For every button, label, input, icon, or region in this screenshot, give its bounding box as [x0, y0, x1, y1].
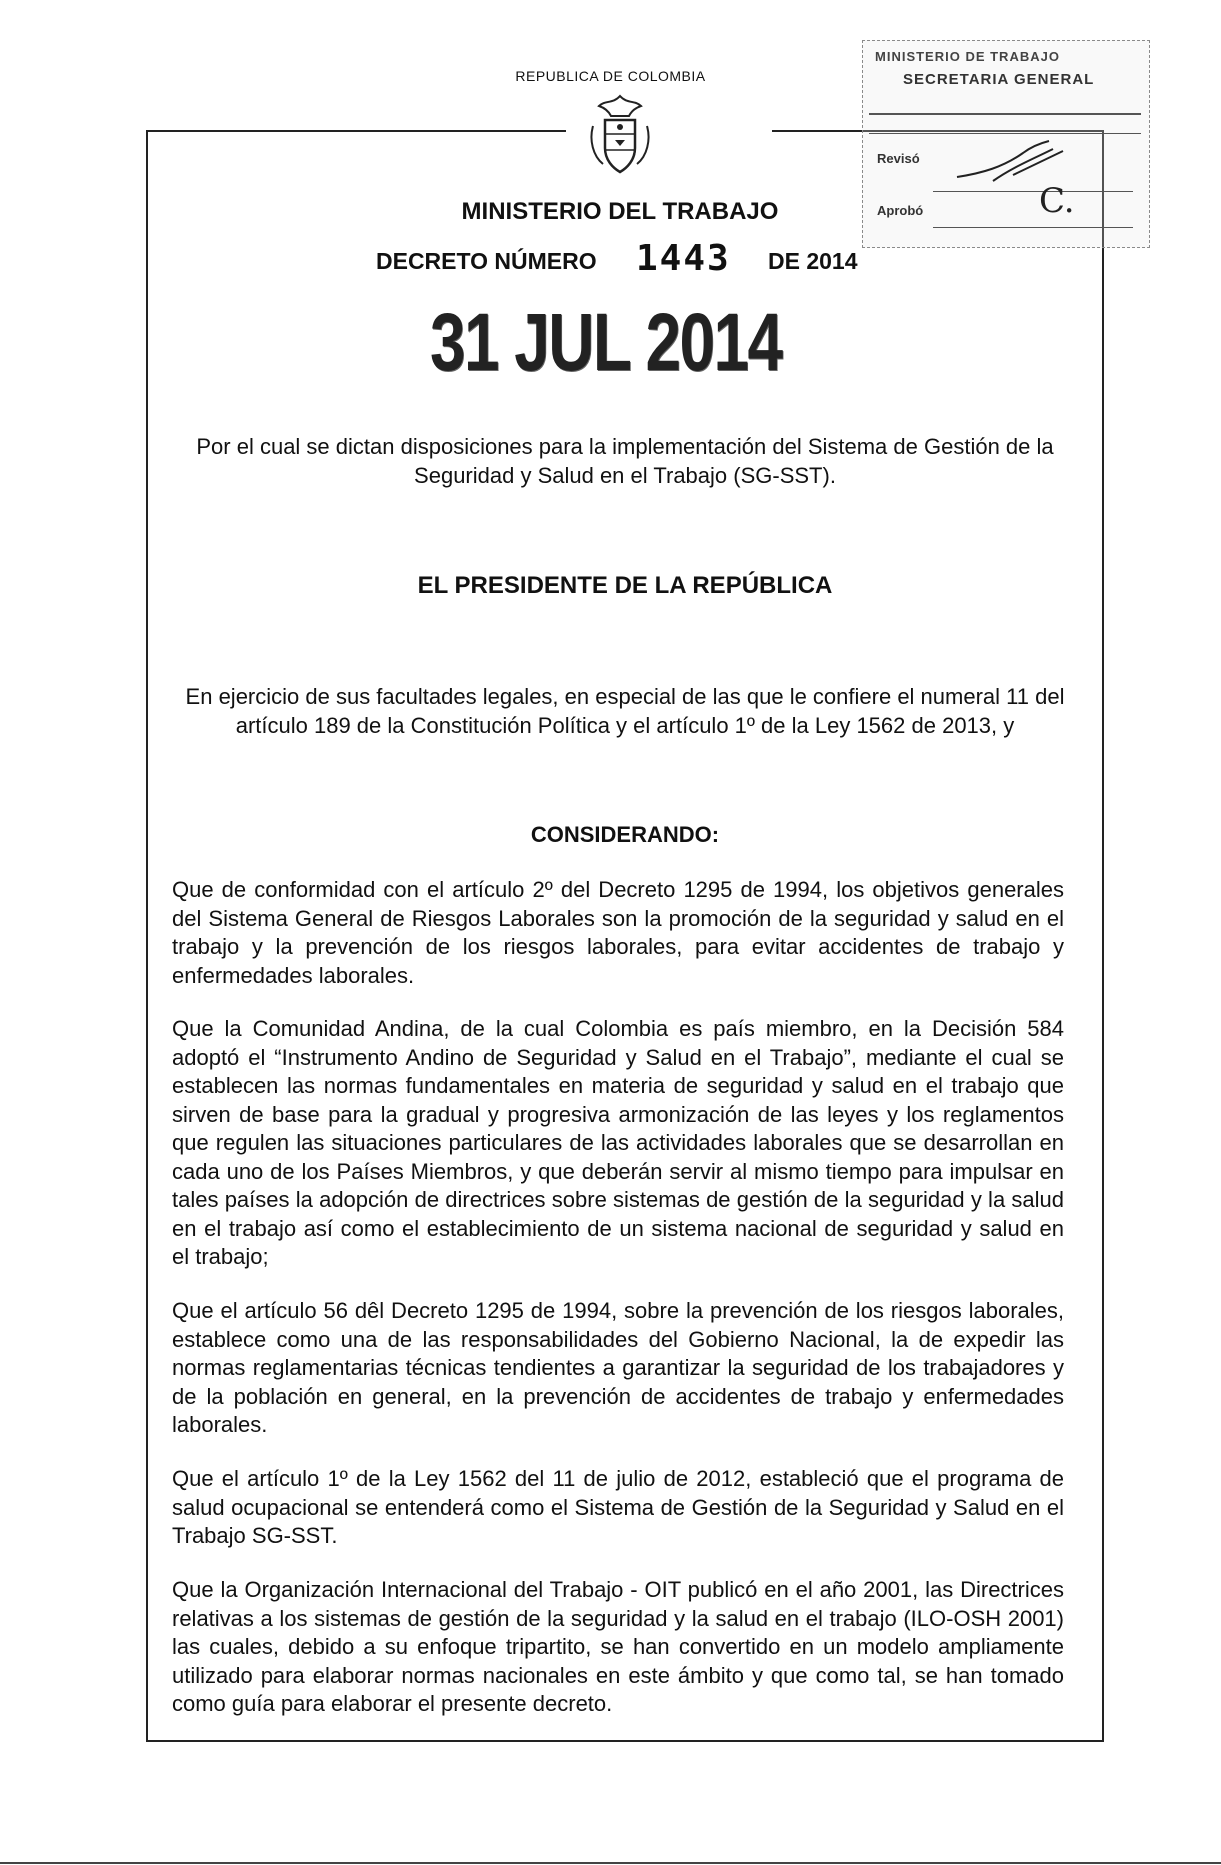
- date-stamp: 31 JUL 2014: [430, 297, 782, 388]
- considerando-paragraph: Que la Organización Internacional del Trabajo - OIT publicó en el año 2001, las Directrices relativas a los sistemas de gestión de la seguridad y la salud en el trabajo (ILO-OSH 2001) las cuales, debido a su enfoque tripartito, se han convertido en un modelo ampliamente utilizado para elaborar normas nacionales en este ámbito y que como tal, se han tomado como guía para elaborar el presente decreto.: [172, 1577, 1064, 1716]
- frame-left: [146, 130, 148, 1740]
- considerando-paragraph: Que el artículo 1º de la Ley 1562 del 11 de julio de 2012, estableció que el programa de salud ocupacional se entenderá como el Sistema de Gestión de la Seguridad y Salud en el Trabajo SG-SST.: [172, 1466, 1064, 1548]
- stamp-label-aprobo: Aprobó: [877, 203, 924, 218]
- stamp-line: [933, 191, 1133, 192]
- stamp-initial: C.: [1039, 181, 1075, 221]
- decree-subject: Por el cual se dictan disposiciones para la implementación del Sistema de Gestión de la Seguridad y Salud en el Trabajo (SG-SST).: [196, 434, 1054, 488]
- decree-year: DE 2014: [768, 248, 858, 274]
- considerando-paragraph: Que la Comunidad Andina, de la cual Colombia es país miembro, en la Decisión 584 adoptó el “Instrumento Andino de Seguridad y Salud en el Trabajo”, mediante el cual se establecen las normas fundamentales en materia de seguridad y salud en el trabajo que sirven de base para la gradual y progresiva armonización de las leyes y los reglamentos que regulen las situaciones particulares de las actividades laborales que se desarrollan en cada uno de los Países Miembros, y que deberán servir al mismo tiempo para impulsar en tales países la adopción de directrices sobre sistemas de gestión de la seguridad y la salud en el trabajo así como el establecimiento de un sistema nacional de seguridad y salud en el trabajo;: [172, 1016, 1064, 1269]
- ministry-title: MINISTERIO DEL TRABAJO: [461, 198, 779, 225]
- stamp-label-reviso: Revisó: [877, 151, 920, 166]
- considerando-paragraph: Que de conformidad con el artículo 2º del Decreto 1295 de 1994, los objetivos generales del Sistema General de Riesgos Laborales son la promoción de la seguridad y salud en el trabajo y la prevención de los riesgos laborales, para evitar accidentes de trabajo y enfermedades laborales.: [172, 877, 1064, 988]
- decree-number: 1443: [636, 238, 731, 279]
- stamp-subtitle: SECRETARIA GENERAL: [903, 71, 1095, 88]
- frame-bottom: [146, 1740, 1104, 1742]
- page-bottom-rule: [0, 1862, 1221, 1864]
- frame-top-left: [146, 130, 566, 132]
- signature-icon: [953, 137, 1073, 185]
- stamp-rule: [869, 133, 1141, 134]
- stamp-line: [933, 227, 1133, 228]
- considerando-heading: CONSIDERANDO:: [530, 822, 720, 847]
- authority-heading: EL PRESIDENTE DE LA REPÚBLICA: [417, 572, 833, 599]
- frame-right: [1102, 130, 1104, 1740]
- stamp-rule: [869, 113, 1141, 115]
- considerando-paragraph: Que el artículo 56 dêl Decreto 1295 de 1994, sobre la prevención de los riesgos laborales, establece como una de las responsabilidades del Gobierno Nacional, la de expedir las normas reglamentarias técnicas tendientes a garantizar la seguridad de los trabajadores y de la población en general, en la prevención de accidentes de trabajo y enfermedades laborales.: [172, 1298, 1064, 1437]
- decree-label: DECRETO NÚMERO: [376, 248, 597, 274]
- country-heading: REPUBLICA DE COLOMBIA: [515, 68, 706, 84]
- legal-powers: En ejercicio de sus facultades legales, en especial de las que le confiere el numeral 11 del artículo 189 de la Constitución Política y el artículo 1º de la Ley 1562 de 2013, y: [185, 684, 1065, 738]
- coat-of-arms-icon: [575, 90, 665, 180]
- stamp-title: MINISTERIO DE TRABAJO: [875, 49, 1060, 64]
